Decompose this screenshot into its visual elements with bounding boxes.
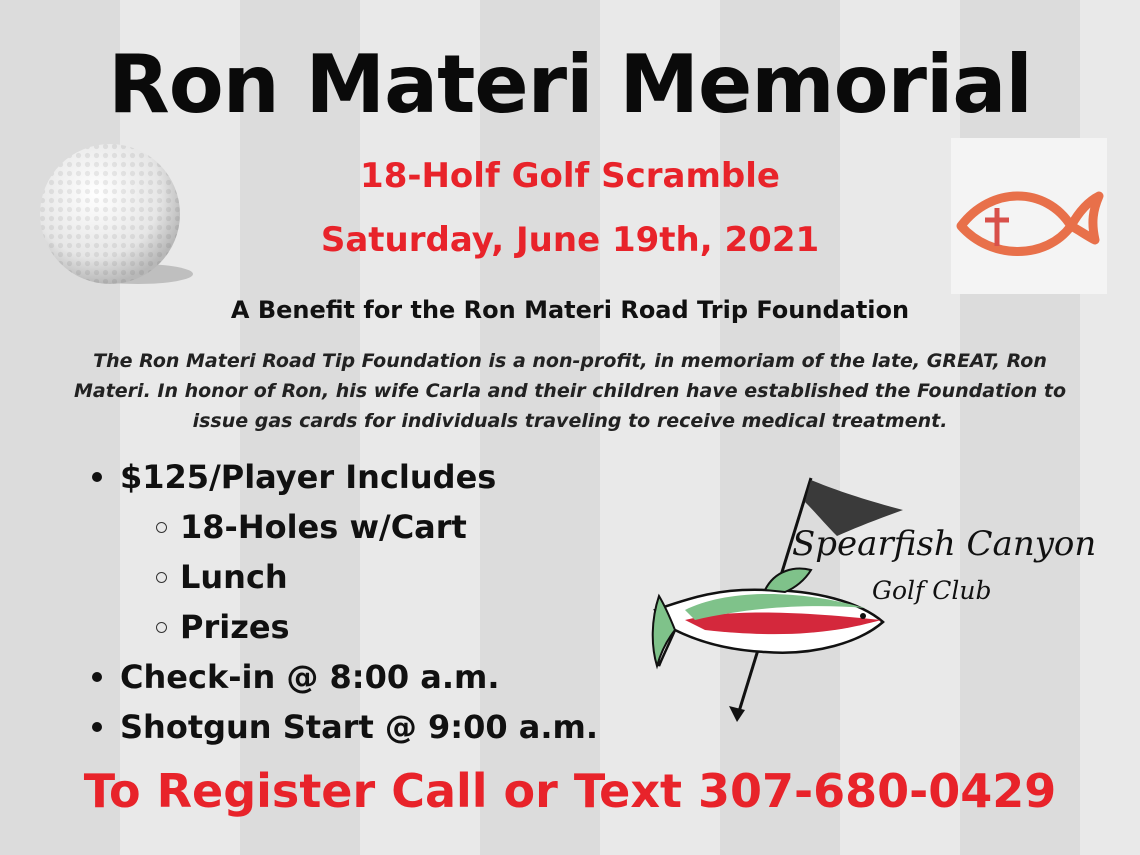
- event-subtitle: 18-Holf Golf Scramble: [360, 156, 780, 196]
- christian-fish-logo: [951, 138, 1107, 294]
- include-item: Prizes: [180, 608, 290, 646]
- club-logo-name: Spearfish Canyon: [792, 524, 1097, 564]
- details-list: [92, 452, 598, 752]
- sub-bullet-icon: [156, 622, 167, 633]
- foundation-description: The Ron Materi Road Tip Foundation is a non-profit, in memoriam of the late, GREAT, Ron Materi. In honor of Ron, his wife Carla and their children have established the Foundation to issue gas cards for individuals traveling to receive medical treatment.: [73, 350, 1066, 432]
- include-item: Lunch: [180, 558, 288, 596]
- list-item: [92, 602, 598, 652]
- club-logo-subname: Golf Club: [872, 576, 992, 605]
- price-label: $125/Player Includes: [120, 458, 497, 496]
- checkin-time: Check-in @ 8:00 a.m.: [120, 658, 500, 696]
- start-time: Shotgun Start @ 9:00 a.m.: [120, 708, 598, 746]
- list-item: [92, 702, 598, 752]
- benefit-heading: A Benefit for the Ron Materi Road Trip Foundation: [230, 296, 910, 324]
- bullet-icon: [92, 722, 102, 732]
- sub-bullet-icon: [156, 572, 167, 583]
- list-item: [92, 452, 598, 502]
- list-item: [92, 502, 598, 552]
- event-date: Saturday, June 19th, 2021: [320, 220, 820, 260]
- list-item: [92, 652, 598, 702]
- golf-flag-trout-logo: [645, 470, 905, 730]
- bullet-icon: [92, 472, 102, 482]
- register-callout: To Register Call or Text 307-680-0429: [83, 764, 1057, 818]
- bullet-icon: [92, 672, 102, 682]
- sub-bullet-icon: [156, 522, 167, 533]
- page-title: Ron Materi Memorial: [108, 38, 1032, 131]
- christian-fish-icon: [951, 138, 1107, 294]
- include-item: 18-Holes w/Cart: [180, 508, 467, 546]
- list-item: [92, 552, 598, 602]
